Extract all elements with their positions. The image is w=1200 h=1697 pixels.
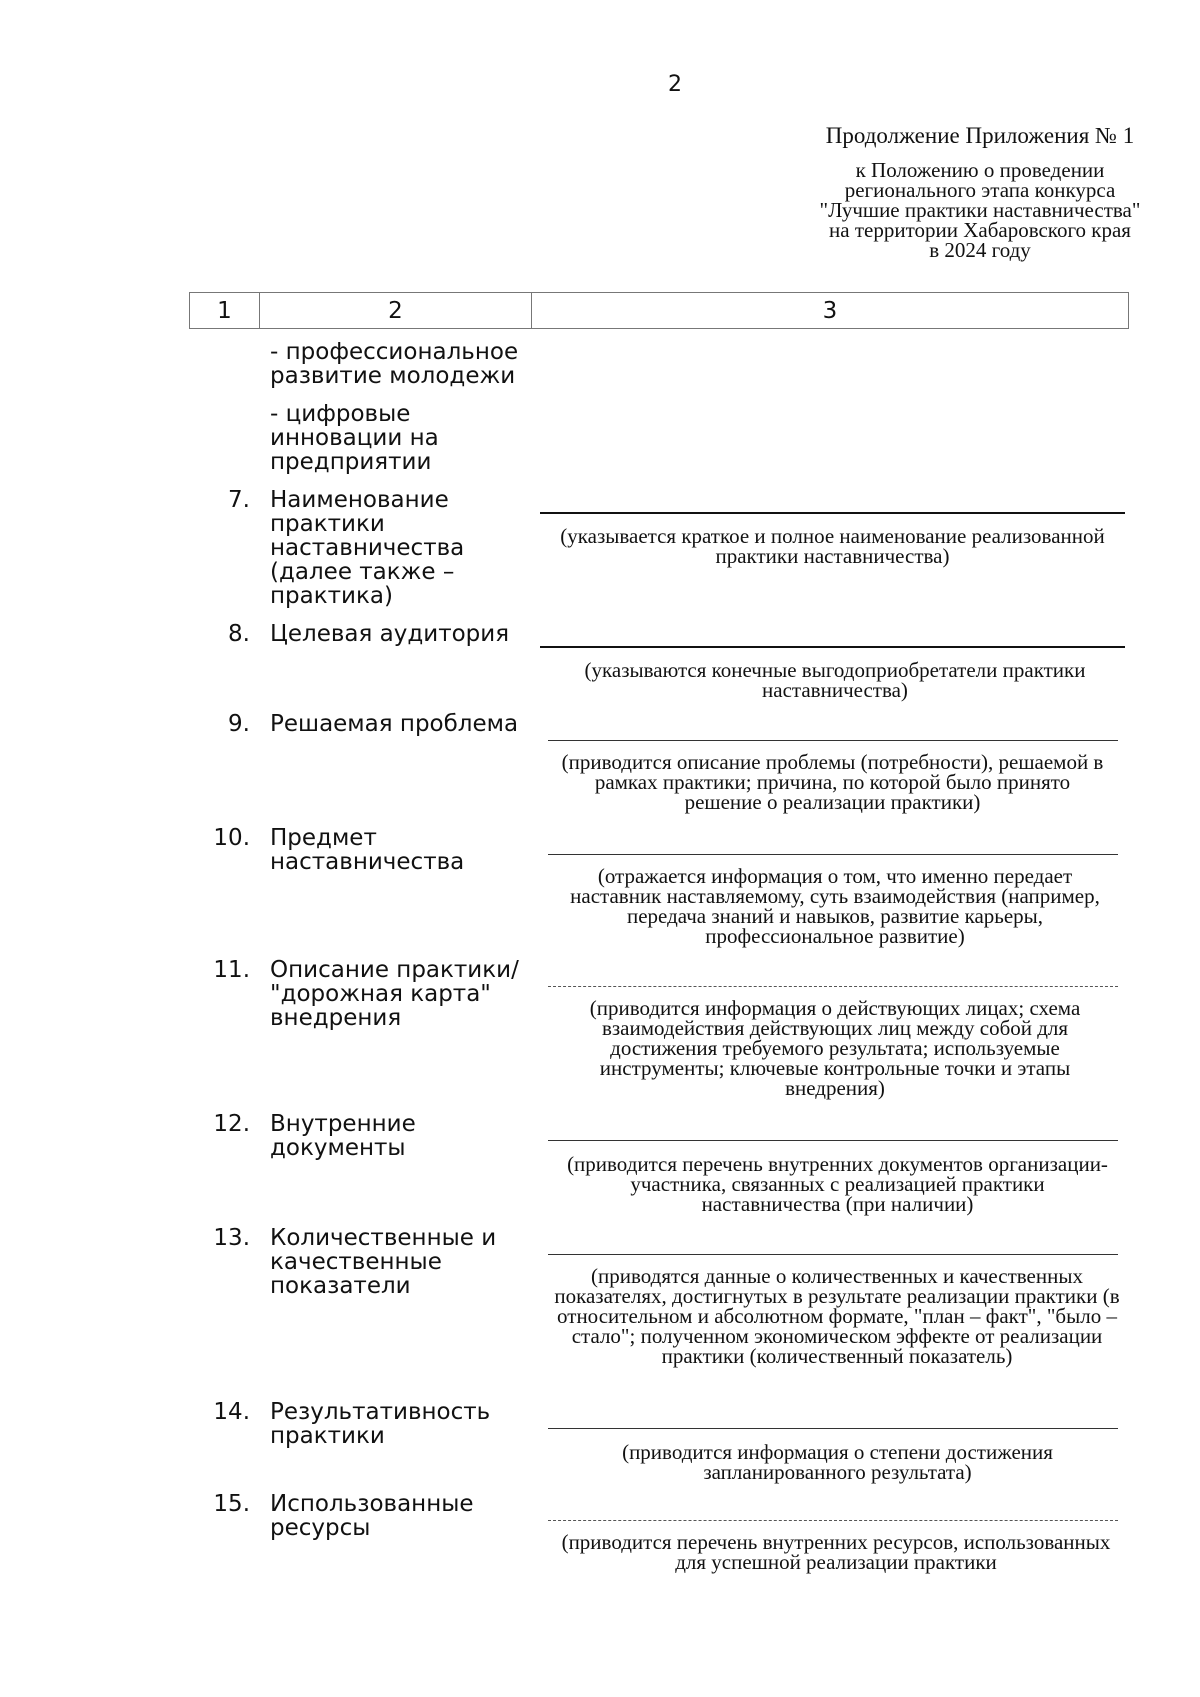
fill-line [548, 1254, 1118, 1255]
row-number: 15. [213, 1491, 250, 1517]
row-hint: (приводится информация о действующих лицах; схема взаимодействия действующих лиц между собой для достижения требуемого результата; используемые инструменты; ключевые контрольные точки и этапы внедрения) [589, 996, 1081, 1100]
column-header-1: 1 [190, 293, 260, 328]
row-label: Количественные и качественные показатели [270, 1225, 497, 1299]
page-number: 2 [668, 72, 682, 97]
column-header-2: 2 [260, 293, 532, 328]
row-label: Описание практики/ "дорожная карта" внедрения [270, 957, 519, 1031]
continued-item: - профессиональное развитие молодежи [270, 339, 519, 389]
row-number: 7. [228, 487, 250, 513]
continued-item: - цифровые инновации на предприятии [270, 401, 439, 475]
appendix-title: Продолжение Приложения № 1 [825, 123, 1135, 148]
row-number: 13. [213, 1225, 250, 1251]
row-label: Внутренние документы [270, 1111, 416, 1161]
fill-line [540, 512, 1125, 514]
appendix-header [770, 124, 1190, 260]
row-number: 8. [228, 621, 250, 647]
row-number: 10. [213, 825, 250, 851]
row-hint: (приводятся данные о количественных и качественных показателях, достигнутых в результате реализации практики (в относительном и абсолютном формате, "план – факт", "было – стало"; полученном экономическом эффекте от реализации практики (количественный показатель) [554, 1264, 1120, 1368]
appendix-line: на территории Хабаровского края [829, 218, 1131, 242]
row-label: Наименование практики наставничества (далее также – практика) [270, 487, 465, 609]
row-hint: (указывается краткое и полное наименование реализованной практики наставничества) [560, 524, 1105, 568]
row-label: Предмет наставничества [270, 825, 465, 875]
fill-line [548, 986, 1118, 987]
row-hint: (приводится информация о степени достижения запланированного результата) [622, 1440, 1053, 1484]
fill-line [548, 1428, 1118, 1429]
fill-line [540, 646, 1125, 648]
column-header-3: 3 [822, 297, 838, 324]
row-label: Результативность практики [270, 1399, 491, 1449]
fill-line [548, 1520, 1118, 1521]
row-hint: (отражается информация о том, что именно передает наставник наставляемому, суть взаимодействия (например, передача знаний и навыков, развитие карьеры, профессиональное развитие) [570, 864, 1100, 948]
appendix-line: "Лучшие практики наставничества" [819, 198, 1141, 222]
fill-line [548, 854, 1118, 855]
row-number: 9. [228, 711, 250, 737]
appendix-line: регионального этапа конкурса [844, 178, 1116, 202]
row-label: Решаемая проблема [270, 711, 519, 737]
row-number: 11. [213, 957, 250, 983]
row-label: Использованные ресурсы [270, 1491, 474, 1541]
fill-line [548, 740, 1118, 741]
row-hint: (приводится перечень внутренних документов организации-участника, связанных с реализацией практики наставничества (при наличии) [567, 1152, 1108, 1216]
row-number: 14. [213, 1399, 250, 1425]
fill-line [548, 1140, 1118, 1141]
appendix-line: к Положению о проведении [855, 158, 1105, 182]
appendix-line: в 2024 году [929, 238, 1031, 262]
row-hint: (приводится описание проблемы (потребности), решаемой в рамках практики; причина, по которой было принято решение о реализации практики) [561, 750, 1104, 814]
table-header-row [189, 292, 1129, 329]
row-number: 12. [213, 1111, 250, 1137]
row-hint: (приводится перечень внутренних ресурсов, использованных для успешной реализации практики [561, 1530, 1111, 1574]
row-label: Целевая аудитория [270, 621, 510, 647]
row-hint: (указываются конечные выгодоприобретатели практики наставничества) [584, 658, 1086, 702]
